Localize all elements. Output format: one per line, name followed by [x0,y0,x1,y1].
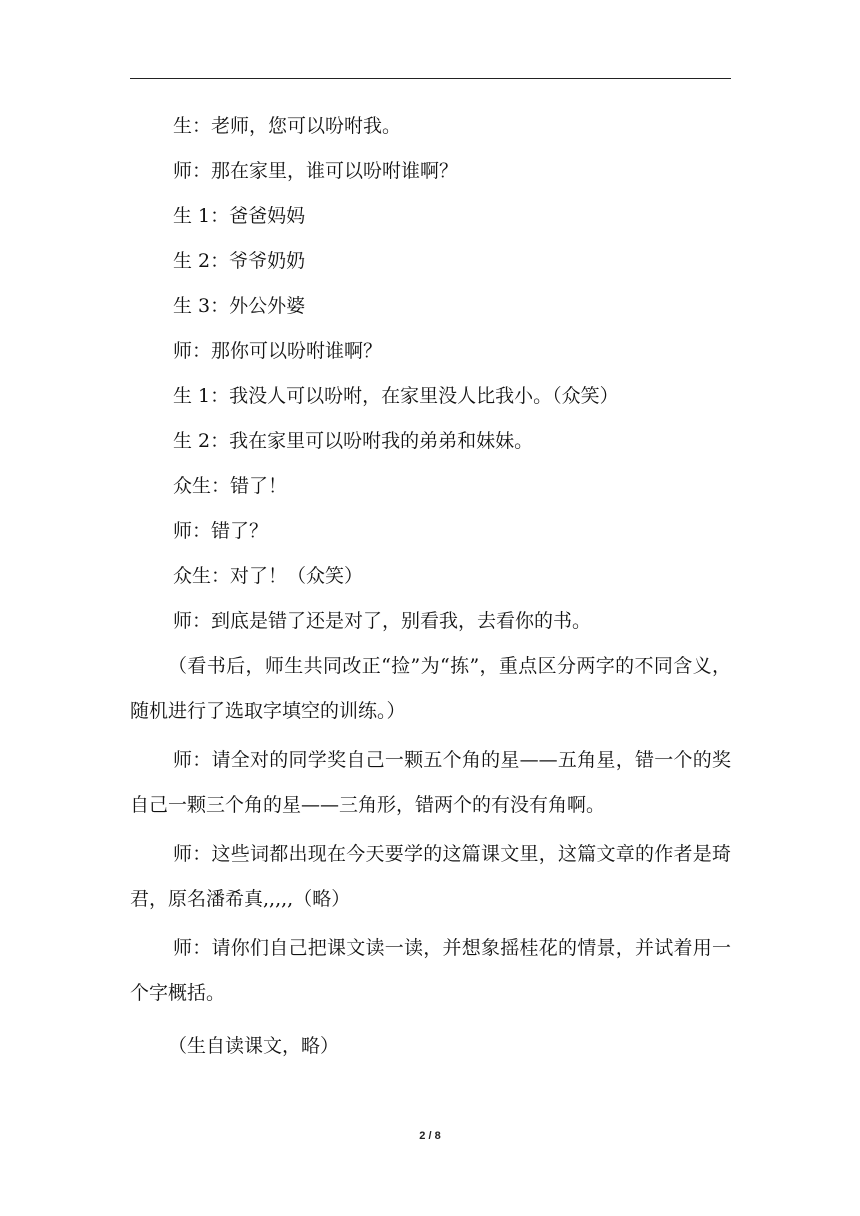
document-body [130,104,731,1069]
paragraph: 生：老师，您可以吩咐我。 [173,115,402,137]
paragraph: 师：错了？ [173,520,269,542]
paragraph: 师：那在家里，谁可以吩咐谁啊？ [173,160,459,182]
paragraph: 众生：对了！（众笑） [173,565,364,587]
paragraph: 众生：错了！ [173,475,288,497]
paragraph: 生 2：爷爷奶奶 [173,250,306,272]
paragraph: 生 2：我在家里可以吩咐我的弟弟和妹妹。 [173,430,534,452]
page-number: 2 / 8 [419,1130,441,1142]
paragraph: 师：请全对的同学奖自己一颗五个角的星——五角星，错一个的奖自己一颗三个角的星——三角形，错两个的有没有角啊。 [130,749,731,816]
stage-direction-paragraph: （生自读课文，略） [168,1035,340,1057]
paragraph: 师：这些词都出现在今天要学的这篇课文里，这篇文章的作者是琦君，原名潘希真,,,,,（略） [130,843,731,910]
paragraph: 生 1：爸爸妈妈 [173,205,306,227]
header-rule [130,78,731,79]
paragraph: 师：到底是错了还是对了，别看我，去看你的书。 [173,610,592,632]
paragraph: 生 3：外公外婆 [173,295,306,317]
paragraph: 师：那你可以吩咐谁啊？ [173,340,383,362]
paragraph: 师：请你们自己把课文读一读，并想象摇桂花的情景，并试着用一个字概括。 [130,937,731,1004]
stage-direction-paragraph: （看书后，师生共同改正“捡”为“拣”，重点区分两字的不同含义，随机进行了选取字填空的训练。） [130,655,731,722]
paragraph: 生 1：我没人可以吩咐，在家里没人比我小。（众笑） [173,385,619,407]
